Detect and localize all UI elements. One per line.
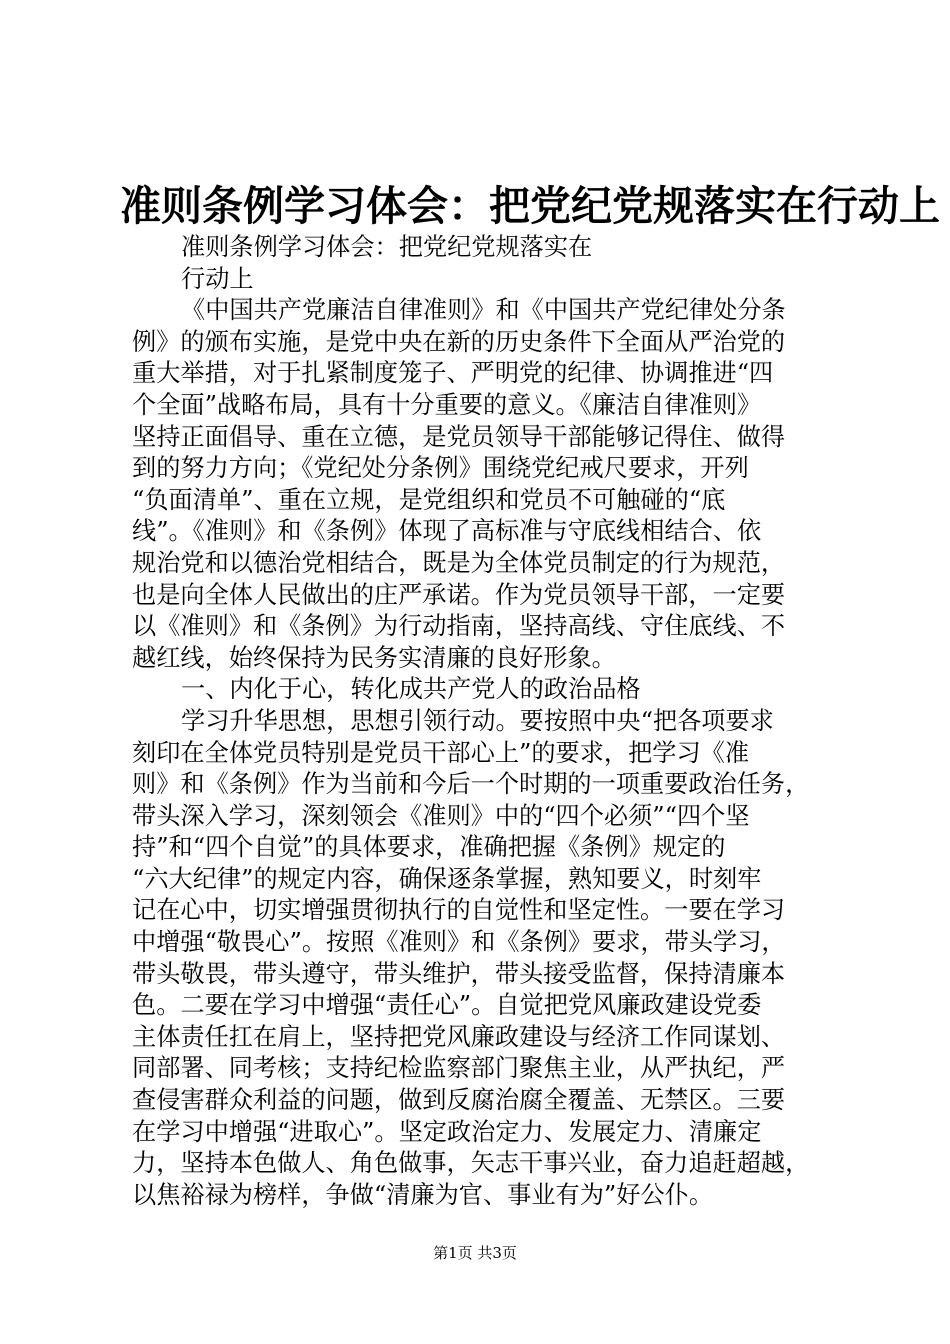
text-line: 准则条例学习体会：把党纪党规落实在 xyxy=(181,233,593,261)
text-line: 规治党和以德治党相结合，既是为全体党员制定的行为规范， xyxy=(132,548,786,577)
page-footer: 第1页 共3页 xyxy=(433,1244,517,1262)
text-line: 重大举措，对于扎紧制度笼子、严明党的纪律、协调推进“四 xyxy=(132,359,774,388)
text-line: 学习升华思想，思想引领行动。要按照中央“把各项要求 xyxy=(181,706,774,735)
text-line: 线”。《准则》和《条例》体现了高标准与守底线相结合、依 xyxy=(132,517,762,546)
text-line: 以焦裕禄为榜样，争做“清廉为官、事业有为”好公仆。 xyxy=(132,1180,714,1209)
text-line: 刻印在全体党员特别是党员干部心上”的要求，把学习《准 xyxy=(132,738,750,767)
text-line: 一、内化于心，转化成共产党人的政治品格 xyxy=(181,675,641,704)
text-line: 个全面”战略布局，具有十分重要的意义。《廉洁自律准则》 xyxy=(132,390,762,419)
text-line: 带头敬畏，带头遵守，带头维护，带头接受监督，保持清廉本 xyxy=(132,959,786,988)
text-line: 同部署、同考核；支持纪检监察部门聚焦主业，从严执纪，严 xyxy=(132,1054,786,1083)
text-line: 也是向全体人民做出的庄严承诺。作为党员领导干部，一定要 xyxy=(132,580,786,609)
text-line: 在学习中增强“进取心”。坚定政治定力、发展定力、清廉定 xyxy=(132,1117,762,1146)
text-line: 以《准则》和《条例》为行动指南，坚持高线、守住底线、不 xyxy=(132,612,786,641)
text-line: 例》的颁布实施，是党中央在新的历史条件下全面从严治党的 xyxy=(132,327,786,356)
text-line: 持”和“四个自觉”的具体要求，准确把握《条例》规定的 xyxy=(132,833,726,862)
text-line: 中增强“敬畏心”。按照《准则》和《条例》要求，带头学习， xyxy=(132,928,786,957)
text-line: 越红线，始终保持为民务实清廉的良好形象。 xyxy=(132,643,616,672)
document-title: 准则条例学习体会：把党纪党规落实在行动上 xyxy=(120,182,940,230)
text-line: 力，坚持本色做人、角色做事，矢志干事兴业，奋力追赶超越， xyxy=(132,1149,810,1178)
text-line: 色。二要在学习中增强“责任心”。自觉把党风廉政建设党委 xyxy=(132,991,762,1020)
text-line: 坚持正面倡导、重在立德，是党员领导干部能够记得住、做得 xyxy=(132,422,786,451)
document-body xyxy=(132,232,832,1211)
text-line: “负面清单”、重在立规，是党组织和党员不可触碰的“底 xyxy=(132,485,726,514)
text-line: 到的努力方向；《党纪处分条例》围绕党纪戒尺要求，开列 xyxy=(132,454,749,483)
text-line: 则》和《条例》作为当前和今后一个时期的一项重要政治任务， xyxy=(132,770,810,799)
text-line: 带头深入学习，深刻领会《准则》中的“四个必须”“四个坚 xyxy=(132,801,750,830)
text-line: 行动上 xyxy=(181,264,254,293)
text-line: 主体责任扛在肩上，坚持把党风廉政建设与经济工作同谋划、 xyxy=(132,1022,786,1051)
text-line: 《中国共产党廉洁自律准则》和《中国共产党纪律处分条 xyxy=(181,296,786,325)
text-line: 查侵害群众利益的问题，做到反腐治腐全覆盖、无禁区。三要 xyxy=(132,1086,786,1115)
text-line: 记在心中，切实增强贯彻执行的自觉性和坚定性。一要在学习 xyxy=(132,896,786,925)
text-line: “六大纪律”的规定内容，确保逐条掌握，熟知要义，时刻牢 xyxy=(132,864,762,893)
